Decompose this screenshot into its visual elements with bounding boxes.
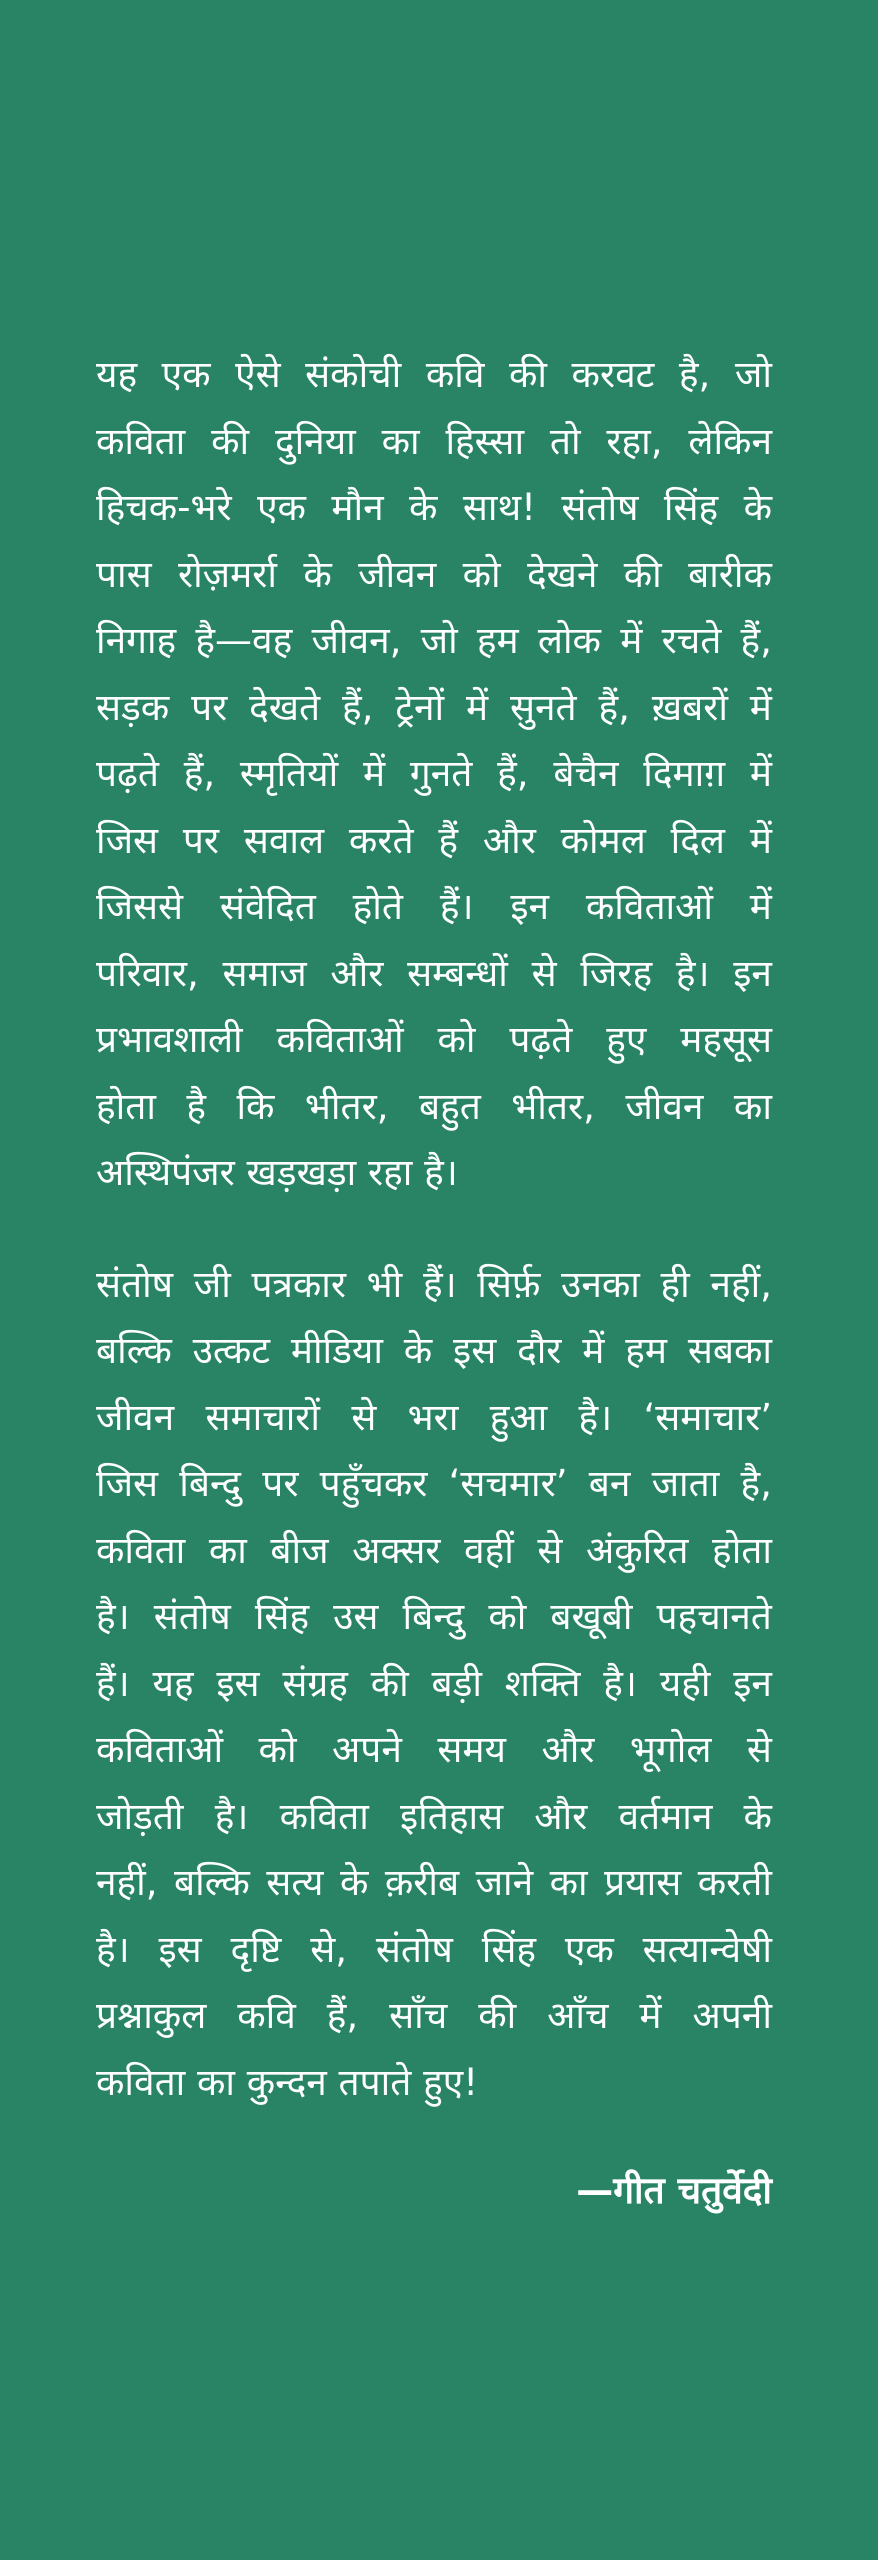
word: सत्य xyxy=(266,1861,324,1904)
word: में xyxy=(582,1329,605,1372)
word: संग्रह xyxy=(282,1661,348,1705)
word: पास xyxy=(96,552,152,596)
word: सबका xyxy=(687,1329,772,1372)
word: को xyxy=(437,1018,476,1061)
word: रोज़मर्रा xyxy=(177,552,277,596)
word: को xyxy=(488,1595,527,1638)
word: में xyxy=(465,685,489,729)
word: इन xyxy=(510,885,550,928)
word: बिन्दु xyxy=(402,1595,465,1638)
word: समय xyxy=(437,1728,506,1771)
word: पढ़ते xyxy=(509,1018,573,1061)
word: निगाह xyxy=(96,619,177,662)
word: जाता xyxy=(651,1462,720,1505)
word: इस xyxy=(216,1661,260,1705)
word: यह xyxy=(96,353,138,396)
word: होते xyxy=(352,885,403,928)
text-line xyxy=(96,1651,772,1718)
word: की xyxy=(370,1661,409,1705)
text-line xyxy=(96,1252,772,1319)
word: सम्बन्धों xyxy=(407,951,508,995)
word: और xyxy=(541,1728,595,1771)
word: से, xyxy=(310,1927,348,1971)
word: और xyxy=(534,1794,588,1838)
text-line xyxy=(96,1451,772,1518)
text-line xyxy=(96,1584,772,1651)
word: कविता xyxy=(96,1528,186,1572)
word: है। xyxy=(578,1395,613,1439)
text-line xyxy=(96,1850,772,1917)
word: समाचारों xyxy=(205,1395,320,1439)
word: संतोष xyxy=(375,1927,453,1971)
text-line xyxy=(96,1784,772,1851)
word: कविताओं xyxy=(585,885,713,928)
word: लेकिन xyxy=(688,419,772,463)
word: हैं। xyxy=(422,1262,457,1306)
word: बल्कि xyxy=(174,1861,250,1904)
text-line xyxy=(96,1074,772,1141)
text-line xyxy=(96,1717,772,1784)
word: से xyxy=(351,1395,377,1439)
word: भीतर, xyxy=(304,1084,389,1128)
word: ‘सचमार’ xyxy=(448,1462,568,1505)
word: इन xyxy=(733,951,772,995)
word: के xyxy=(303,552,332,596)
word: जीवन xyxy=(96,1395,175,1439)
text-line: अस्थिपंजर खड़खड़ा रहा है। xyxy=(96,1151,458,1194)
word: महसूस xyxy=(680,1018,772,1061)
word: में xyxy=(362,752,386,795)
word: अंकुरित xyxy=(585,1528,689,1572)
word: जिस xyxy=(96,818,159,862)
word: भूगोल xyxy=(629,1728,712,1771)
word: में xyxy=(749,685,772,729)
word: करते xyxy=(348,818,414,862)
word: जिससे xyxy=(96,885,184,928)
word: संतोष xyxy=(561,486,639,529)
word: हैं, xyxy=(740,619,772,662)
text-line xyxy=(96,1007,772,1074)
word: हैं, xyxy=(497,752,529,795)
word: हम xyxy=(625,1329,668,1372)
word: मौन xyxy=(331,486,384,529)
word: से xyxy=(537,1528,563,1572)
word: और xyxy=(330,951,384,995)
word: बेचैन xyxy=(553,752,619,795)
author-signature: —गीत चतुर्वेदी xyxy=(576,2169,772,2212)
blurb-text xyxy=(96,342,772,2225)
word: तो xyxy=(549,419,581,463)
word: कवि xyxy=(237,1994,296,2037)
word: है, xyxy=(678,353,711,396)
word: दौर xyxy=(517,1329,562,1372)
word: अपनी xyxy=(692,1994,772,2037)
word: पत्रकार xyxy=(251,1262,347,1306)
word: सिंह xyxy=(481,1927,537,1971)
word: है। xyxy=(96,1595,130,1638)
word: में xyxy=(620,619,643,662)
text-line xyxy=(96,475,772,542)
word: नहीं, xyxy=(710,1262,772,1306)
word: कवि xyxy=(425,353,485,396)
word: ‘समाचार’ xyxy=(643,1395,772,1439)
word: सवाल xyxy=(243,818,325,862)
word: ही xyxy=(660,1262,690,1306)
word: हैं, xyxy=(183,752,216,795)
text-line xyxy=(96,1983,772,2050)
word: इस xyxy=(158,1927,202,1971)
paragraph-2 xyxy=(96,1252,772,2117)
word: हैं। xyxy=(96,1661,130,1705)
word: की xyxy=(478,1994,517,2037)
word: होता xyxy=(712,1528,772,1572)
text-line xyxy=(96,608,772,675)
word: पर xyxy=(191,685,228,729)
word: होता xyxy=(96,1084,156,1128)
word: हम xyxy=(476,619,519,662)
word: प्रश्नाकुल xyxy=(96,1994,207,2037)
word: हैं, xyxy=(342,685,374,729)
word: के xyxy=(403,1329,433,1372)
word: में xyxy=(749,752,772,795)
word: मीडिया xyxy=(290,1329,383,1372)
word: संकोची xyxy=(305,353,402,396)
word: उस xyxy=(333,1595,379,1638)
word: संतोष xyxy=(153,1595,231,1638)
word: बीज xyxy=(270,1528,329,1572)
word: से xyxy=(531,951,557,995)
word: जो xyxy=(420,619,458,662)
text-line xyxy=(96,675,772,742)
word: देखने xyxy=(526,552,598,596)
word: बड़ी xyxy=(431,1661,482,1705)
word: जी xyxy=(193,1262,231,1306)
word: जीवन xyxy=(625,1084,704,1128)
word: करती xyxy=(697,1861,772,1904)
text-line xyxy=(96,741,772,808)
word: संवेदित xyxy=(219,885,316,928)
word: प्रभावशाली xyxy=(96,1018,243,1061)
word: ट्रेनों xyxy=(395,685,445,729)
word: सिंह xyxy=(254,1595,310,1638)
word: यही xyxy=(659,1661,711,1705)
word: पढ़ते xyxy=(96,752,159,795)
word: रहा, xyxy=(606,419,663,463)
word: दृष्टि xyxy=(230,1927,282,1971)
word: एक xyxy=(564,1927,614,1971)
word: एक xyxy=(161,353,211,396)
word: साँच xyxy=(389,1994,448,2037)
word: से xyxy=(746,1728,772,1771)
word: को xyxy=(258,1728,297,1771)
word: को xyxy=(462,552,501,596)
word: की xyxy=(508,353,547,396)
word: हैं। xyxy=(439,885,474,928)
word: भी xyxy=(366,1262,403,1306)
word: परिवार, xyxy=(96,951,199,995)
word: शक्ति xyxy=(504,1661,581,1705)
text-line xyxy=(96,409,772,476)
text-line xyxy=(96,1917,772,1984)
word: जीवन, xyxy=(311,619,402,662)
word: करवट xyxy=(571,353,655,396)
word: बल्कि xyxy=(96,1329,172,1372)
word: के xyxy=(409,486,438,529)
word: पहचानते xyxy=(656,1595,772,1638)
word: पर xyxy=(182,818,220,862)
word: देखते xyxy=(249,685,321,729)
paragraph-gap xyxy=(96,1207,772,1252)
word: जीवन xyxy=(358,552,437,596)
word: पहुँचकर xyxy=(319,1462,428,1505)
word: इतिहास xyxy=(400,1794,504,1838)
word: उनका xyxy=(561,1262,640,1306)
word: बन xyxy=(588,1462,631,1505)
word: अक्सर xyxy=(352,1528,441,1572)
text-line xyxy=(96,542,772,609)
word: बिन्दु xyxy=(179,1462,242,1505)
word: गुनते xyxy=(409,752,473,795)
word: सत्यान्वेषी xyxy=(642,1927,772,1971)
word: में xyxy=(639,1994,662,2037)
word: कि xyxy=(236,1084,275,1128)
word: है xyxy=(186,1084,207,1128)
word: है। xyxy=(603,1661,637,1705)
text-line xyxy=(96,342,772,409)
word: आँच xyxy=(547,1994,609,2037)
word: बारीक xyxy=(688,552,772,596)
word: प्रयास xyxy=(604,1861,682,1904)
text-line xyxy=(96,941,772,1008)
word: दुनिया xyxy=(274,419,356,463)
word: बहुत xyxy=(418,1084,481,1128)
word: भरा xyxy=(407,1395,459,1439)
word: साथ! xyxy=(462,486,536,529)
word: सड़क xyxy=(96,685,170,729)
word: पर xyxy=(262,1462,299,1505)
word: सुनते xyxy=(510,685,577,729)
word: स्मृतियों xyxy=(239,752,339,795)
word: है—वह xyxy=(195,619,293,662)
word: इन xyxy=(733,1661,772,1705)
word: है, xyxy=(740,1462,772,1505)
word: का xyxy=(733,1084,772,1128)
text-line xyxy=(96,1318,772,1385)
text-line xyxy=(96,808,772,875)
word: का xyxy=(381,419,420,463)
word: कविता xyxy=(279,1794,369,1838)
word: जोड़ती xyxy=(96,1794,184,1838)
word: कविताओं xyxy=(96,1728,224,1771)
word: हैं, xyxy=(326,1994,359,2037)
paragraph-1 xyxy=(96,342,772,1207)
word: की xyxy=(623,552,662,596)
word: हैं xyxy=(438,818,459,862)
word: बखूबी xyxy=(550,1595,633,1638)
word: का xyxy=(549,1861,588,1904)
word: ख़बरों xyxy=(651,685,728,729)
word: है। xyxy=(214,1794,249,1838)
word: यह xyxy=(152,1661,194,1705)
word: में xyxy=(749,818,772,862)
word: संतोष xyxy=(96,1262,174,1306)
word: में xyxy=(749,885,772,928)
word: समाज xyxy=(222,951,307,995)
word: कविता xyxy=(96,419,186,463)
word: का xyxy=(208,1528,247,1572)
word: हैं, xyxy=(598,685,630,729)
word: दिमाग़ xyxy=(643,752,726,795)
word: लोक xyxy=(537,619,601,662)
word: वहीं xyxy=(464,1528,514,1572)
word: नहीं, xyxy=(96,1861,158,1904)
word: दिल xyxy=(670,818,725,862)
word: उत्कट xyxy=(192,1329,270,1372)
word: अपने xyxy=(332,1728,402,1771)
word: क़रीब xyxy=(384,1861,460,1904)
word: और xyxy=(482,818,536,862)
word: कोमल xyxy=(560,818,646,862)
word: है। xyxy=(96,1927,130,1971)
word: सिंह xyxy=(663,486,719,529)
text-line xyxy=(96,1385,772,1452)
word: एक xyxy=(257,486,306,529)
word: वर्तमान xyxy=(618,1794,713,1838)
word: सिर्फ़ xyxy=(477,1262,541,1306)
word: जिरह xyxy=(580,951,653,995)
word: ऐसे xyxy=(235,353,281,396)
word: है। xyxy=(675,951,710,995)
word: के xyxy=(339,1861,369,1904)
text-line xyxy=(96,1518,772,1585)
word: जाने xyxy=(475,1861,534,1904)
word: जो xyxy=(734,353,772,396)
word: हिचक-भरे xyxy=(96,486,232,529)
word: कविताओं xyxy=(276,1018,404,1061)
text-line: कविता का कुन्दन तपाते हुए! xyxy=(96,2060,479,2104)
word: की xyxy=(211,419,250,463)
word: हुए xyxy=(606,1018,647,1061)
word: जिस xyxy=(96,1462,159,1505)
word: के xyxy=(743,1794,772,1838)
word: रचते xyxy=(661,619,722,662)
word: हुआ xyxy=(489,1395,548,1439)
word: हिस्सा xyxy=(445,419,525,463)
word: भीतर, xyxy=(511,1084,595,1128)
text-line xyxy=(96,874,772,941)
word: इस xyxy=(453,1329,497,1372)
word: के xyxy=(743,486,772,529)
